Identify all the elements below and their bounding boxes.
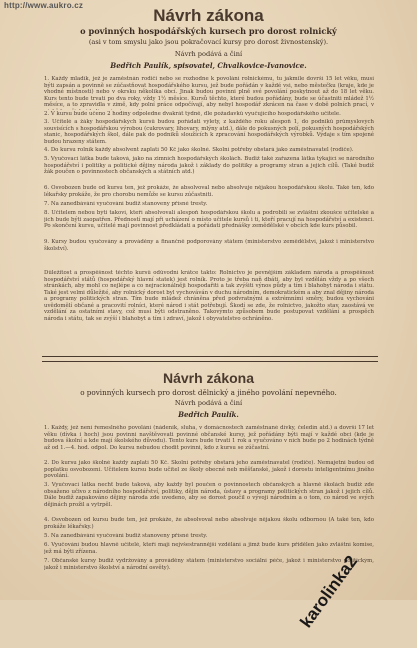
doc1-byline: Návrh podává a činí [174, 50, 243, 58]
doc2-paragraph-3: 3. Vyučovací látka nechť bude taková, aby každý byl poučen o povinnostech občanských a hlavně školách budiž zde obsaženo učivo z národního hospodářství, politiky, dějin národa, ústavy a programy politických stran jakož i jejich cílů. Dále budiž zapakováno dějiny národa zde uvedeno, aby se dorost poučil o vývoji národním a o tom, co národ ve svých dějinách prožil a vytrpěl. [44, 482, 374, 508]
doc1-paragraph-1: 1. Každý mladík, jež je zaměstnán rodiči nebo se rozhodne k povolání rolnickému, tu jakmile dovrší 15 let věku, musí býti zapsán a povinně se zúčastňovat hospodářského kursu, jež bude pořádán v každé vsi, nebo městečku (kraje, kde je vhodné místnosti) nebo v okrsku několika obcí. Jinak budou povinni plně své povolání poskytnout až do 18 let věku. Kurs tento bude trvati po dva roky, vždy 1½ měsíce. Kursů těchto, které budou pořádány, bude se účastniti mládež 1½ měsíce, a to zpravidla v zimě, kdy polní práce odpočívají, aby nebyl hospodář zkrácen na čase v době polních prací, v [44, 76, 374, 109]
doc1-paragraph-5: 5. Vyučovací látka bude taková, jako na zimních hospodářských školách. Budiž také zařazena látka týkající se národního hospodářství i politiky a politické dějiny národa jakož i základy do politiky a programy stran a jejich cílů. (Také budiž žák poučen o povinnostech občanských a státních atd.) [44, 156, 374, 176]
stamp-text: karolinka2 [296, 552, 362, 632]
doc2-author: Bedřich Paulík. [178, 410, 239, 419]
doc1-paragraph-4: 4. Do kursu rolník každý absolvent zaplatí 50 Kč jako školné. Školní potřeby obstará jako zaměstnavatel (rodiče). [44, 147, 354, 153]
doc2-paragraph-7: 7. Občanské kursy budiž vydržovány a prováděny státem (ministerstvo sociální péče, jakož i ministerstvo politickým, jakož i ministerstvo školství a národní osvěty). [44, 558, 374, 571]
doc2-paragraph-1: 1. Každý, jež není řemeslného povolání (nádeník, sluha, v domácnostech zaměstnané dívky, čeledín atd.) a dovrší 17 let věku (dívka i hoch) jsou povinni navštěvovati povinné občanské kursy, jež pořádány býti mají v každé obci (kde je budova školní a kde mají školského důvodu). Tento kurs bude trvati 1 rok a vyučováno v nich bude po 2 hodinách týdně až od 1.—4. hod. odpol. Do kursu nebudou chodit povinni, kdo z kursu se zúčastní. [44, 425, 374, 451]
doc1-subtitle2: (asi v tom smyslu jako jsou pokračovací kursy pro dorost živnostenský). [88, 38, 329, 46]
doc2-subtitle: o povinných kursech pro dorost dělnický a jiného povolání nepevného. [80, 388, 337, 397]
doc2-paragraph-2: 2. Do kursu jako školné každý zaplatí 50 Kč. Školní potřeby obstará jeho zaměstnavatel (rodiče). Nemajetní budou od poplatku osvobozeni. Učitelem kursu bude učitel ze školy obecné neb měšťanské, jakož i dorostu inteligentnímu jiného povolání. [44, 460, 374, 480]
doc2-paragraph-6: 6. Vyučování budou hlavně učitelé, kteří mají nejvšestrannější vzdělání a jimž bude kurs přidělen jako zvláštní komise, jež má býti zřízena. [44, 542, 374, 555]
doc1-paragraph-6: 6. Osvobozen bude od kursu ten, jež prokáže, že absolvoval nebo absolvuje nějakou hospodářskou školu. Také ten, kdo lékařsky prokáže, že pro chorobu nemůže se kursu zúčastniti. [44, 185, 374, 198]
watermark-text: http://www.aukro.cz [4, 1, 84, 10]
doc1-subtitle: o povinných hospodářských kursech pro dorost rolnický [80, 26, 337, 36]
doc2-title: Návrh zákona [162, 370, 255, 386]
section-divider-top [42, 356, 378, 357]
doc1-paragraph-9: 9. Kursy budou vyučovány a prováděny a finančně podporovány státem (ministerstvo zemědělství, jakož i ministerstvo školství). [44, 239, 374, 252]
doc1-paragraph-3: 3. Učitelé a žáky hospodářských kursů budou pořádati výlety, z každého roku alespoň 1, do podniků průmyslových souvisících s hospodářskou výrobou (cukrovary, lihovary, mlýny atd.), dále do pokusných polí, pokusných hospodářských stanic, hospodářských škol, dále pak do podniků sloužících k zpracování hospodářských výrobků. Výdaje s tím spojené budou hrazeny státem. [44, 119, 374, 145]
doc2-paragraph-4: 4. Osvobozen od kursu bude ten, jež prokáže, že absolvoval nebo absolvuje nějakou školu odbornou (A také ten, kdo prokáže lékařsky.) [44, 517, 374, 530]
doc1-author: Bedřich Paulík, spisovatel, Chvalkovice-Ivanovice. [110, 61, 307, 70]
doc2-paragraph-5: 5. Na zanedbávání vyučování budiž stanoveny přísné tresty. [44, 533, 208, 539]
doc1-paragraph-2: 2. V kursu bude učeno 2 hodiny odpoledne dvakrát týdně, dle požadavků vyučujícího hospodářského učitele. [44, 111, 341, 117]
doc1-closing: Důležitost a prospěšnost těchto kursů odůvodní krátce takto: Rolnictvo je pevnějším základem národa a prospěšnost hospodářství států (hospodářský hlavní statek) jest rolník. Proto je třeba naň dbáti, aby byl vzdělán vždy a po všech stránkách, aby mohl co nejlépe a co nejracionálněji hospodařiti a tak zvýšiti výnos půdy a tím i blahobyt národa i státu. Také jest velmi důležité, aby rolnický dorost byl vychováván v duchu národním, demokratickém a aby znal dějiny národa a programy politických stran. Tím bude mládež chráněna před podvratnými a extrémními směry, budou vychováni uvědomělí občané a pracovití rolníci, které národ i stát potřebují. Škodí se zde, že rolnictvo, jakožto stav, zaostává ve vzdělání za ostatními stavy, což musí býti odstraněno. Takovýmto způsobem bude postupovat vzdělání a prospěch národa i státu, tak se zvýší i blahobyt a tím i zdraví, jakož i obyvatelstvo ochráněno. [44, 270, 374, 322]
doc1-paragraph-7: 7. Na zanedbávání vyučování budiž stanoveny přísné tresty. [44, 201, 208, 207]
doc1-title: Návrh zákona [153, 6, 264, 25]
doc1-paragraph-8: 8. Učitelem nebou býti takoví, kteří absolvovali alespoň hospodářskou školu a podrobili se zvláštní zkoušce učitelské a jich bude býti zaopatřen. Předností mají při ucházení o místo učitele kursů i ti, kteří pracují na hospodářství a existenci. Po skončení kursu, učitelé mají povinnost předkládati a pořádati přednášky zemědělské v obcích kde kurs působil. [44, 210, 374, 230]
doc2-byline: Návrh podává a činí [174, 399, 243, 407]
section-divider-bottom [42, 361, 378, 362]
